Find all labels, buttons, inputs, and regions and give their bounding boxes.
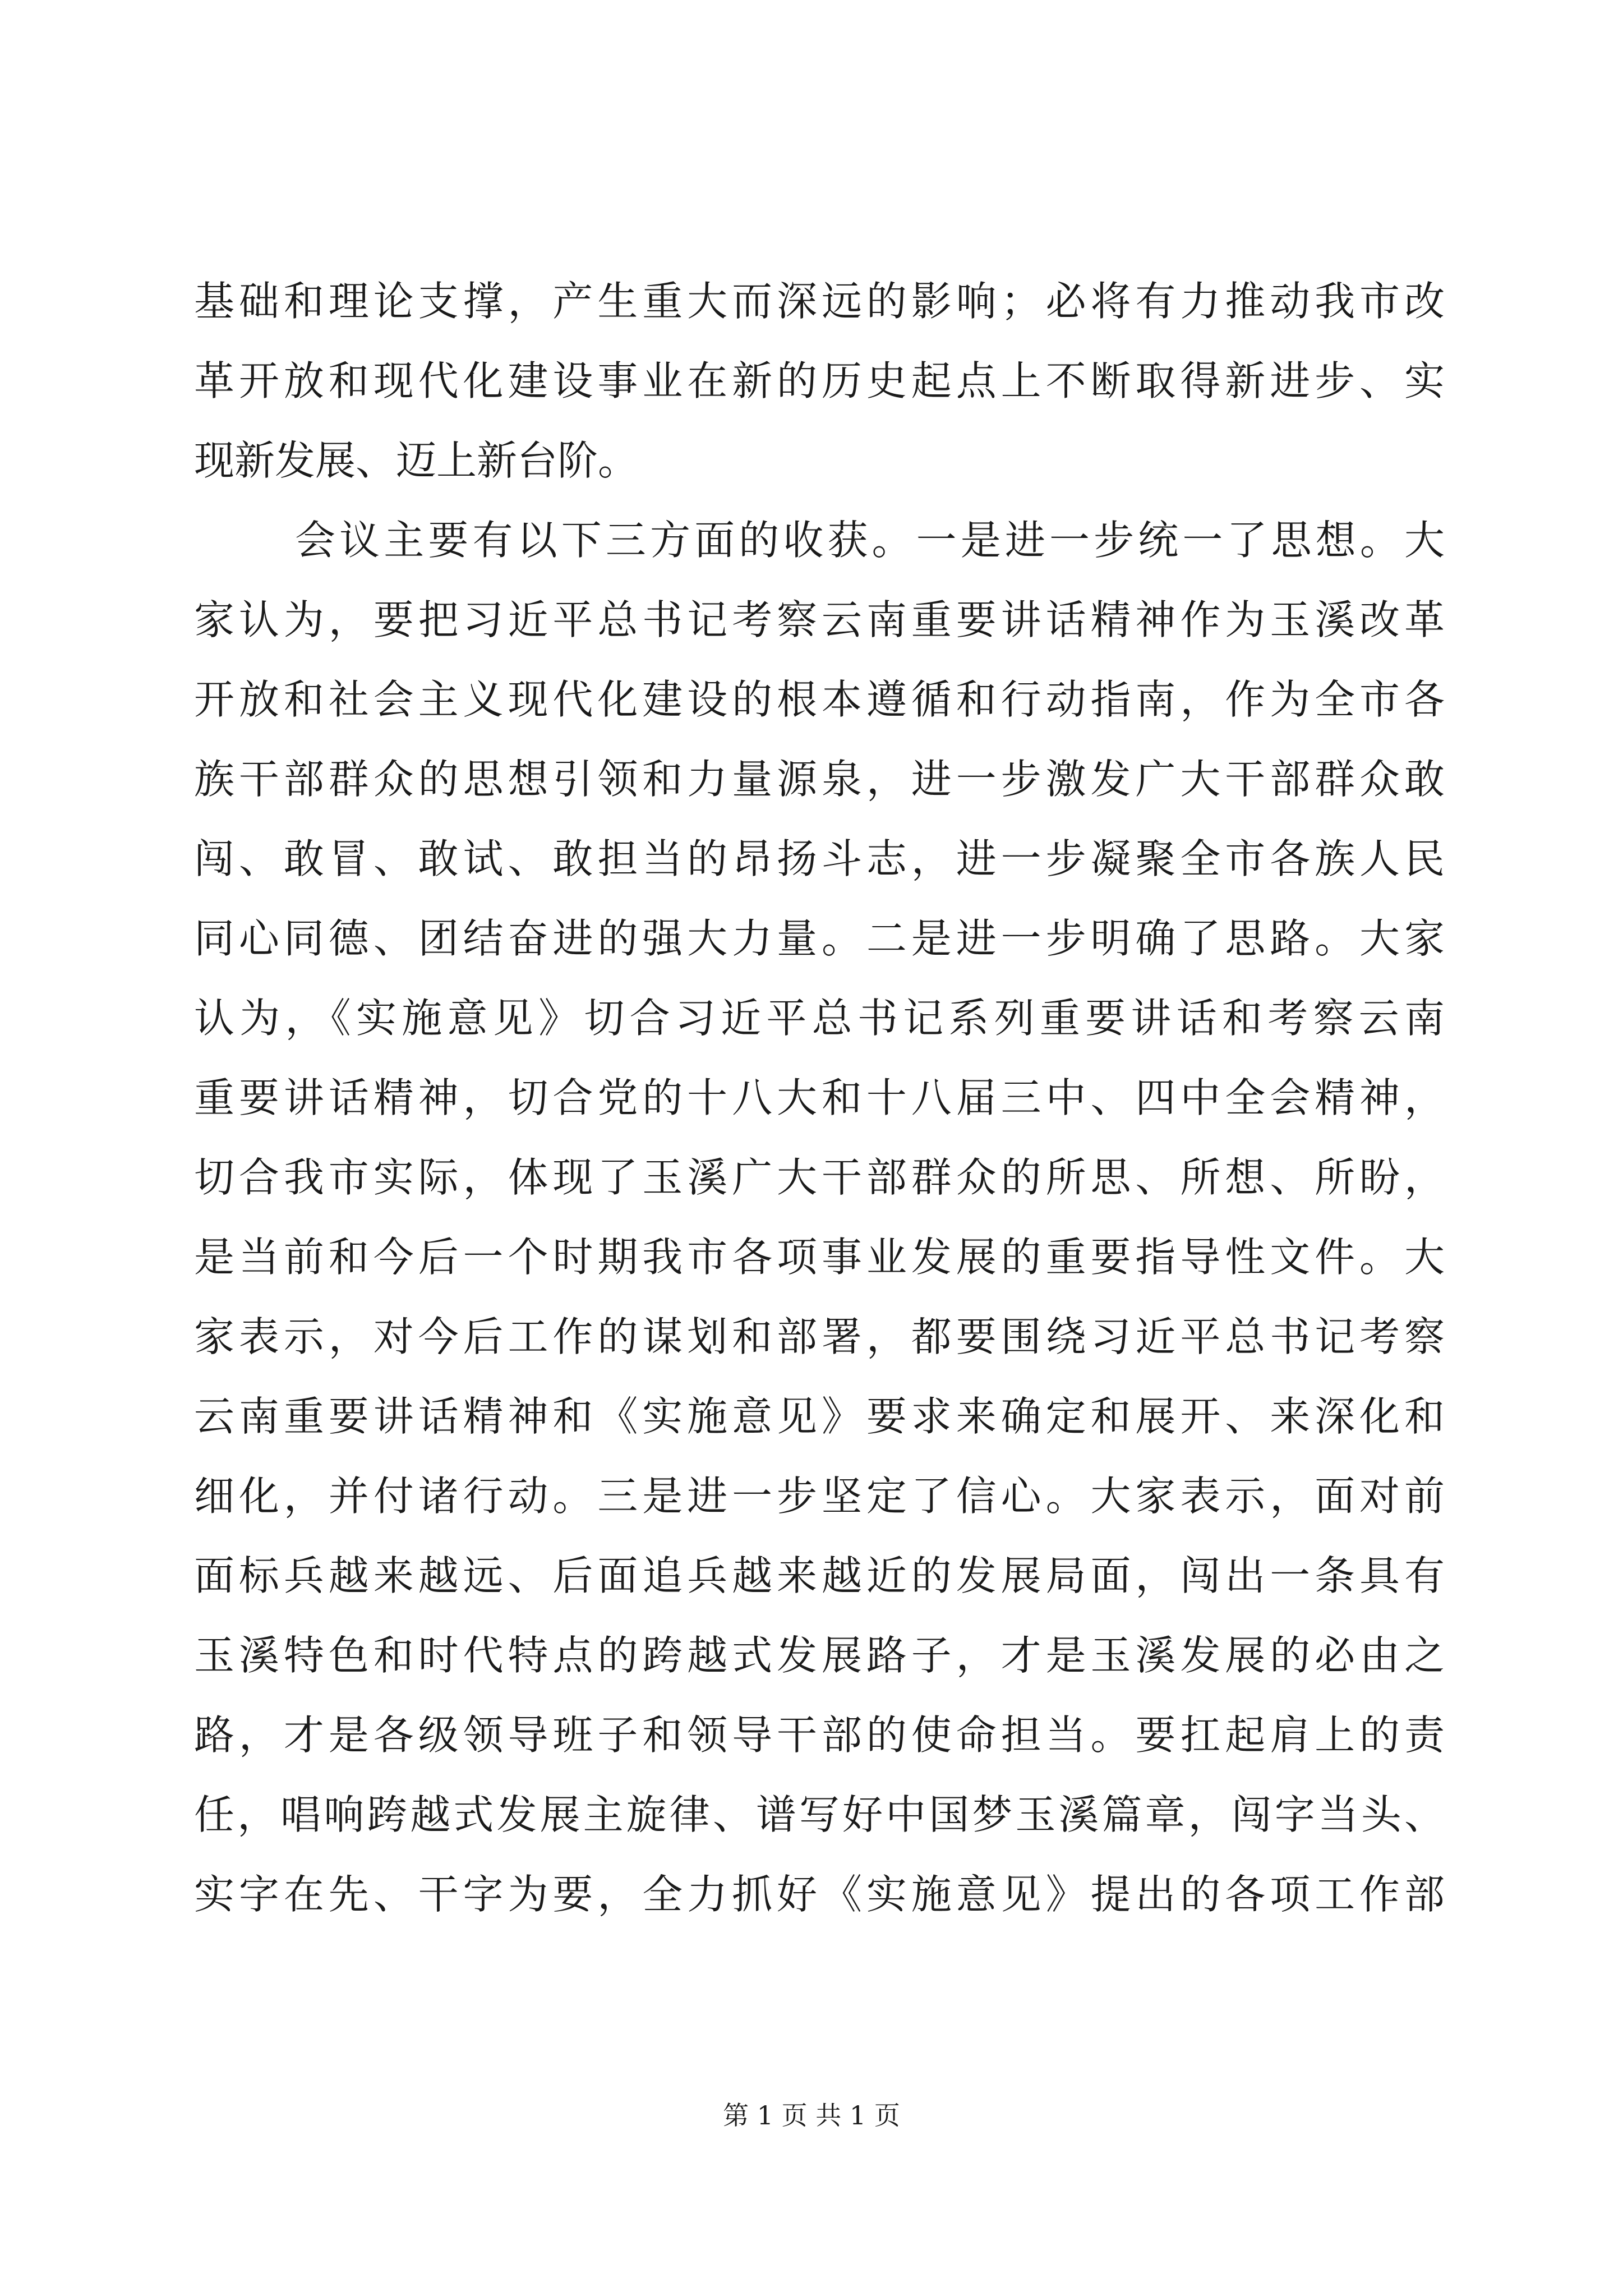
text-line: 面标兵越来越远、后面追兵越来越近的发展局面，闯出一条具有 (194, 1552, 1445, 1599)
text-line: 切合我市实际，体现了玉溪广大干部群众的所思、所想、所盼， (194, 1154, 1445, 1201)
text-line: 认为，《实施意见》切合习近平总书记系列重要讲话和考察云南 (194, 995, 1445, 1042)
text-line: 云南重要讲话精神和《实施意见》要求来确定和展开、来深化和 (194, 1393, 1445, 1440)
text-line: 革开放和现代化建设事业在新的历史起点上不断取得新进步、实 (194, 357, 1445, 404)
body-text (194, 261, 1445, 1934)
text-line: 细化，并付诸行动。三是进一步坚定了信心。大家表示，面对前 (194, 1473, 1445, 1520)
text-line: 会议主要有以下三方面的收获。一是进一步统一了思想。大 (295, 517, 1445, 564)
page-footer (0, 2095, 1623, 2132)
text-line: 任，唱响跨越式发展主旋律、谱写好中国梦玉溪篇章，闯字当头、 (194, 1791, 1445, 1838)
text-line: 家认为，要把习近平总书记考察云南重要讲话精神作为玉溪改革 (194, 596, 1445, 643)
page-number: 第 1 页 共 1 页 (723, 2100, 900, 2131)
text-line: 重要讲话精神，切合党的十八大和十八届三中、四中全会精神， (194, 1074, 1445, 1121)
text-line: 基础和理论支撑，产生重大而深远的影响；必将有力推动我市改 (194, 278, 1445, 325)
text-line: 现新发展、迈上新台阶。 (194, 437, 639, 484)
text-line: 路，才是各级领导班子和领导干部的使命担当。要扛起肩上的责 (194, 1711, 1445, 1759)
text-line: 族干部群众的思想引领和力量源泉，进一步激发广大干部群众敢 (194, 756, 1445, 803)
text-line: 是当前和今后一个时期我市各项事业发展的重要指导性文件。大 (194, 1234, 1445, 1281)
text-line: 家表示，对今后工作的谋划和部署，都要围绕习近平总书记考察 (194, 1313, 1445, 1360)
text-line: 玉溪特色和时代特点的跨越式发展路子，才是玉溪发展的必由之 (194, 1632, 1445, 1679)
text-line: 闯、敢冒、敢试、敢担当的昂扬斗志，进一步凝聚全市各族人民 (194, 835, 1445, 882)
text-line: 开放和社会主义现代化建设的根本遵循和行动指南，作为全市各 (194, 676, 1445, 723)
text-line: 同心同德、团结奋进的强大力量。二是进一步明确了思路。大家 (194, 915, 1445, 962)
text-line: 实字在先、干字为要，全力抓好《实施意见》提出的各项工作部 (194, 1871, 1445, 1918)
